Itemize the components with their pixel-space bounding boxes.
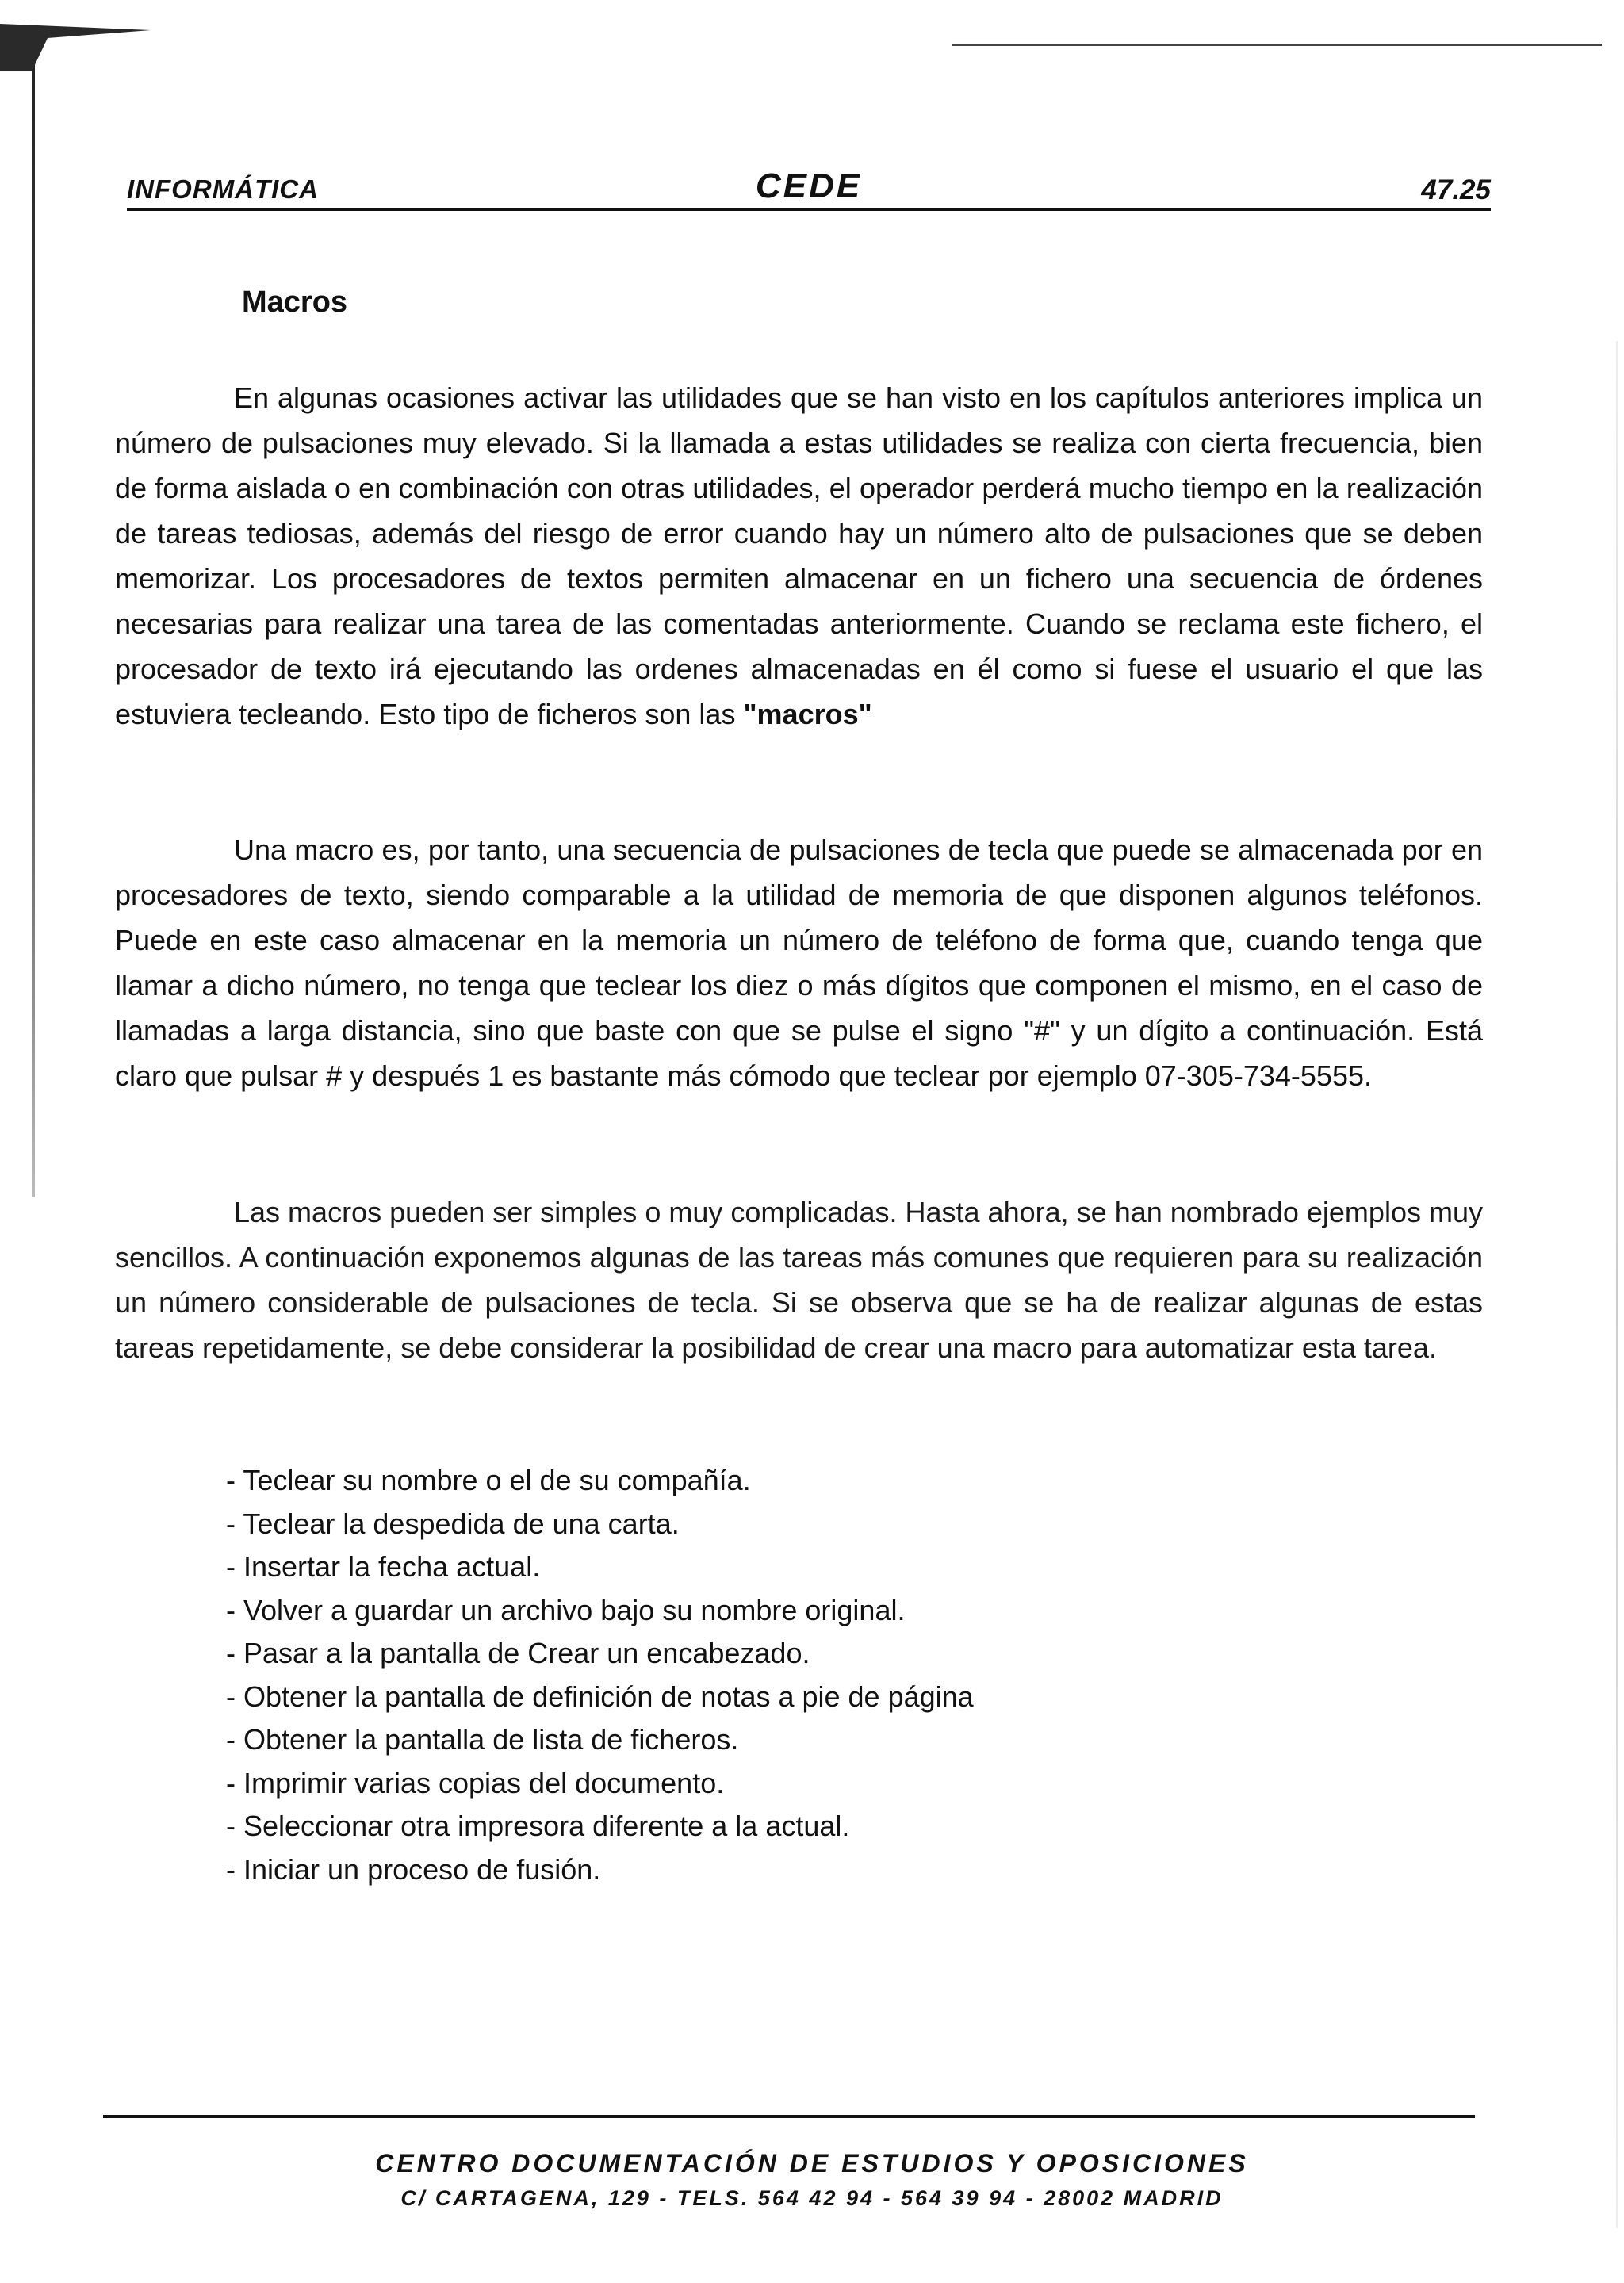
list-item: - Seleccionar otra impresora diferente a la actual. (226, 1810, 850, 1842)
scan-edge-left (32, 48, 35, 1197)
footer-rule (103, 2115, 1475, 2118)
list-item: - Teclear la despedida de una carta. (226, 1507, 680, 1540)
section-heading: Macros (242, 285, 348, 319)
list-item: - Iniciar un proceso de fusión. (226, 1852, 601, 1886)
paragraph-3: Las macros pueden ser simples o muy complicadas. Hasta ahora, se han nombrado ejemplos muy sencillos. A continuación exponemos algunas de las tareas más comunes que requieren para su realización un número considerable de pulsaciones de tecla. Si se observa que se ha de realizar algunas de estas tareas repetidamente, se debe considerar la posibilidad de crear una macro para automatizar esta tarea. (115, 1196, 1483, 1364)
footer-organization: CENTRO DOCUMENTACIÓN DE ESTUDIOS Y OPOSICIONES (375, 2149, 1249, 2178)
header-page-number: 47.25 (1421, 174, 1491, 205)
paragraph-2: Una macro es, por tanto, una secuencia de pulsaciones de tecla que puede se almacenada por en procesadores de texto, siendo comparable a la utilidad de memoria de que disponen algunos teléfonos. Puede en este caso almacenar en la memoria un número de teléfono de forma que, cuando tenga que llamar a dicho número, no tenga que teclear los diez o más dígitos que componen el mismo, en el caso de llamadas a larga distancia, sino que baste con que se pulse el signo "#" y un dígito a continuación. Está claro que pulsar # y después 1 es bastante más cómodo que teclear por ejemplo 07-305-734-5555. (115, 833, 1483, 1092)
paragraph-1 (115, 375, 1483, 737)
page-header (127, 167, 1491, 211)
list-item: - Pasar a la pantalla de Crear un encabezado. (226, 1637, 810, 1669)
scan-edge-right (1616, 341, 1618, 2228)
scan-edge-top (952, 44, 1602, 46)
list-item: - Obtener la pantalla de lista de ficheros. (226, 1723, 739, 1756)
scan-corner-mark (0, 24, 151, 71)
paragraph-1-bold-term: "macros" (743, 698, 872, 730)
list-item: - Imprimir varias copias del documento. (226, 1766, 725, 1799)
task-list (226, 1459, 974, 1891)
footer-address: C/ CARTAGENA, 129 - TELS. 564 42 94 - 564 39 94 - 28002 MADRID (400, 2186, 1224, 2210)
paragraph-1-text: En algunas ocasiones activar las utilidades que se han visto en los capítulos anteriores implica un número de pulsaciones muy elevado. Si la llamada a estas utilidades se realiza con cierta frecuencia, bien de forma aislada o en combinación con otras utilidades, el operador perderá mucho tiempo en la realización de tareas tediosas, además del riesgo de error cuando hay un número alto de pulsaciones que se deben memorizar. Los procesadores de textos permiten almacenar en un fichero una secuencia de órdenes necesarias para realizar una tarea de las comentadas anteriormente. Cuando se reclama este fichero, el procesador de texto irá ejecutando las ordenes almacenadas en él como si fuese el usuario el que las estuviera tecleando. Esto tipo de ficheros son las (115, 381, 1483, 730)
header-publisher: CEDE (755, 167, 863, 205)
list-item: - Obtener la pantalla de definición de notas a pie de página (226, 1680, 974, 1713)
list-item: - Volver a guardar un archivo bajo su nombre original. (226, 1593, 906, 1626)
list-item: - Insertar la fecha actual. (226, 1550, 541, 1583)
header-section-title: INFORMÁTICA (127, 174, 319, 204)
header-rule (127, 208, 1491, 211)
list-item: - Teclear su nombre o el de su compañía. (226, 1464, 751, 1496)
